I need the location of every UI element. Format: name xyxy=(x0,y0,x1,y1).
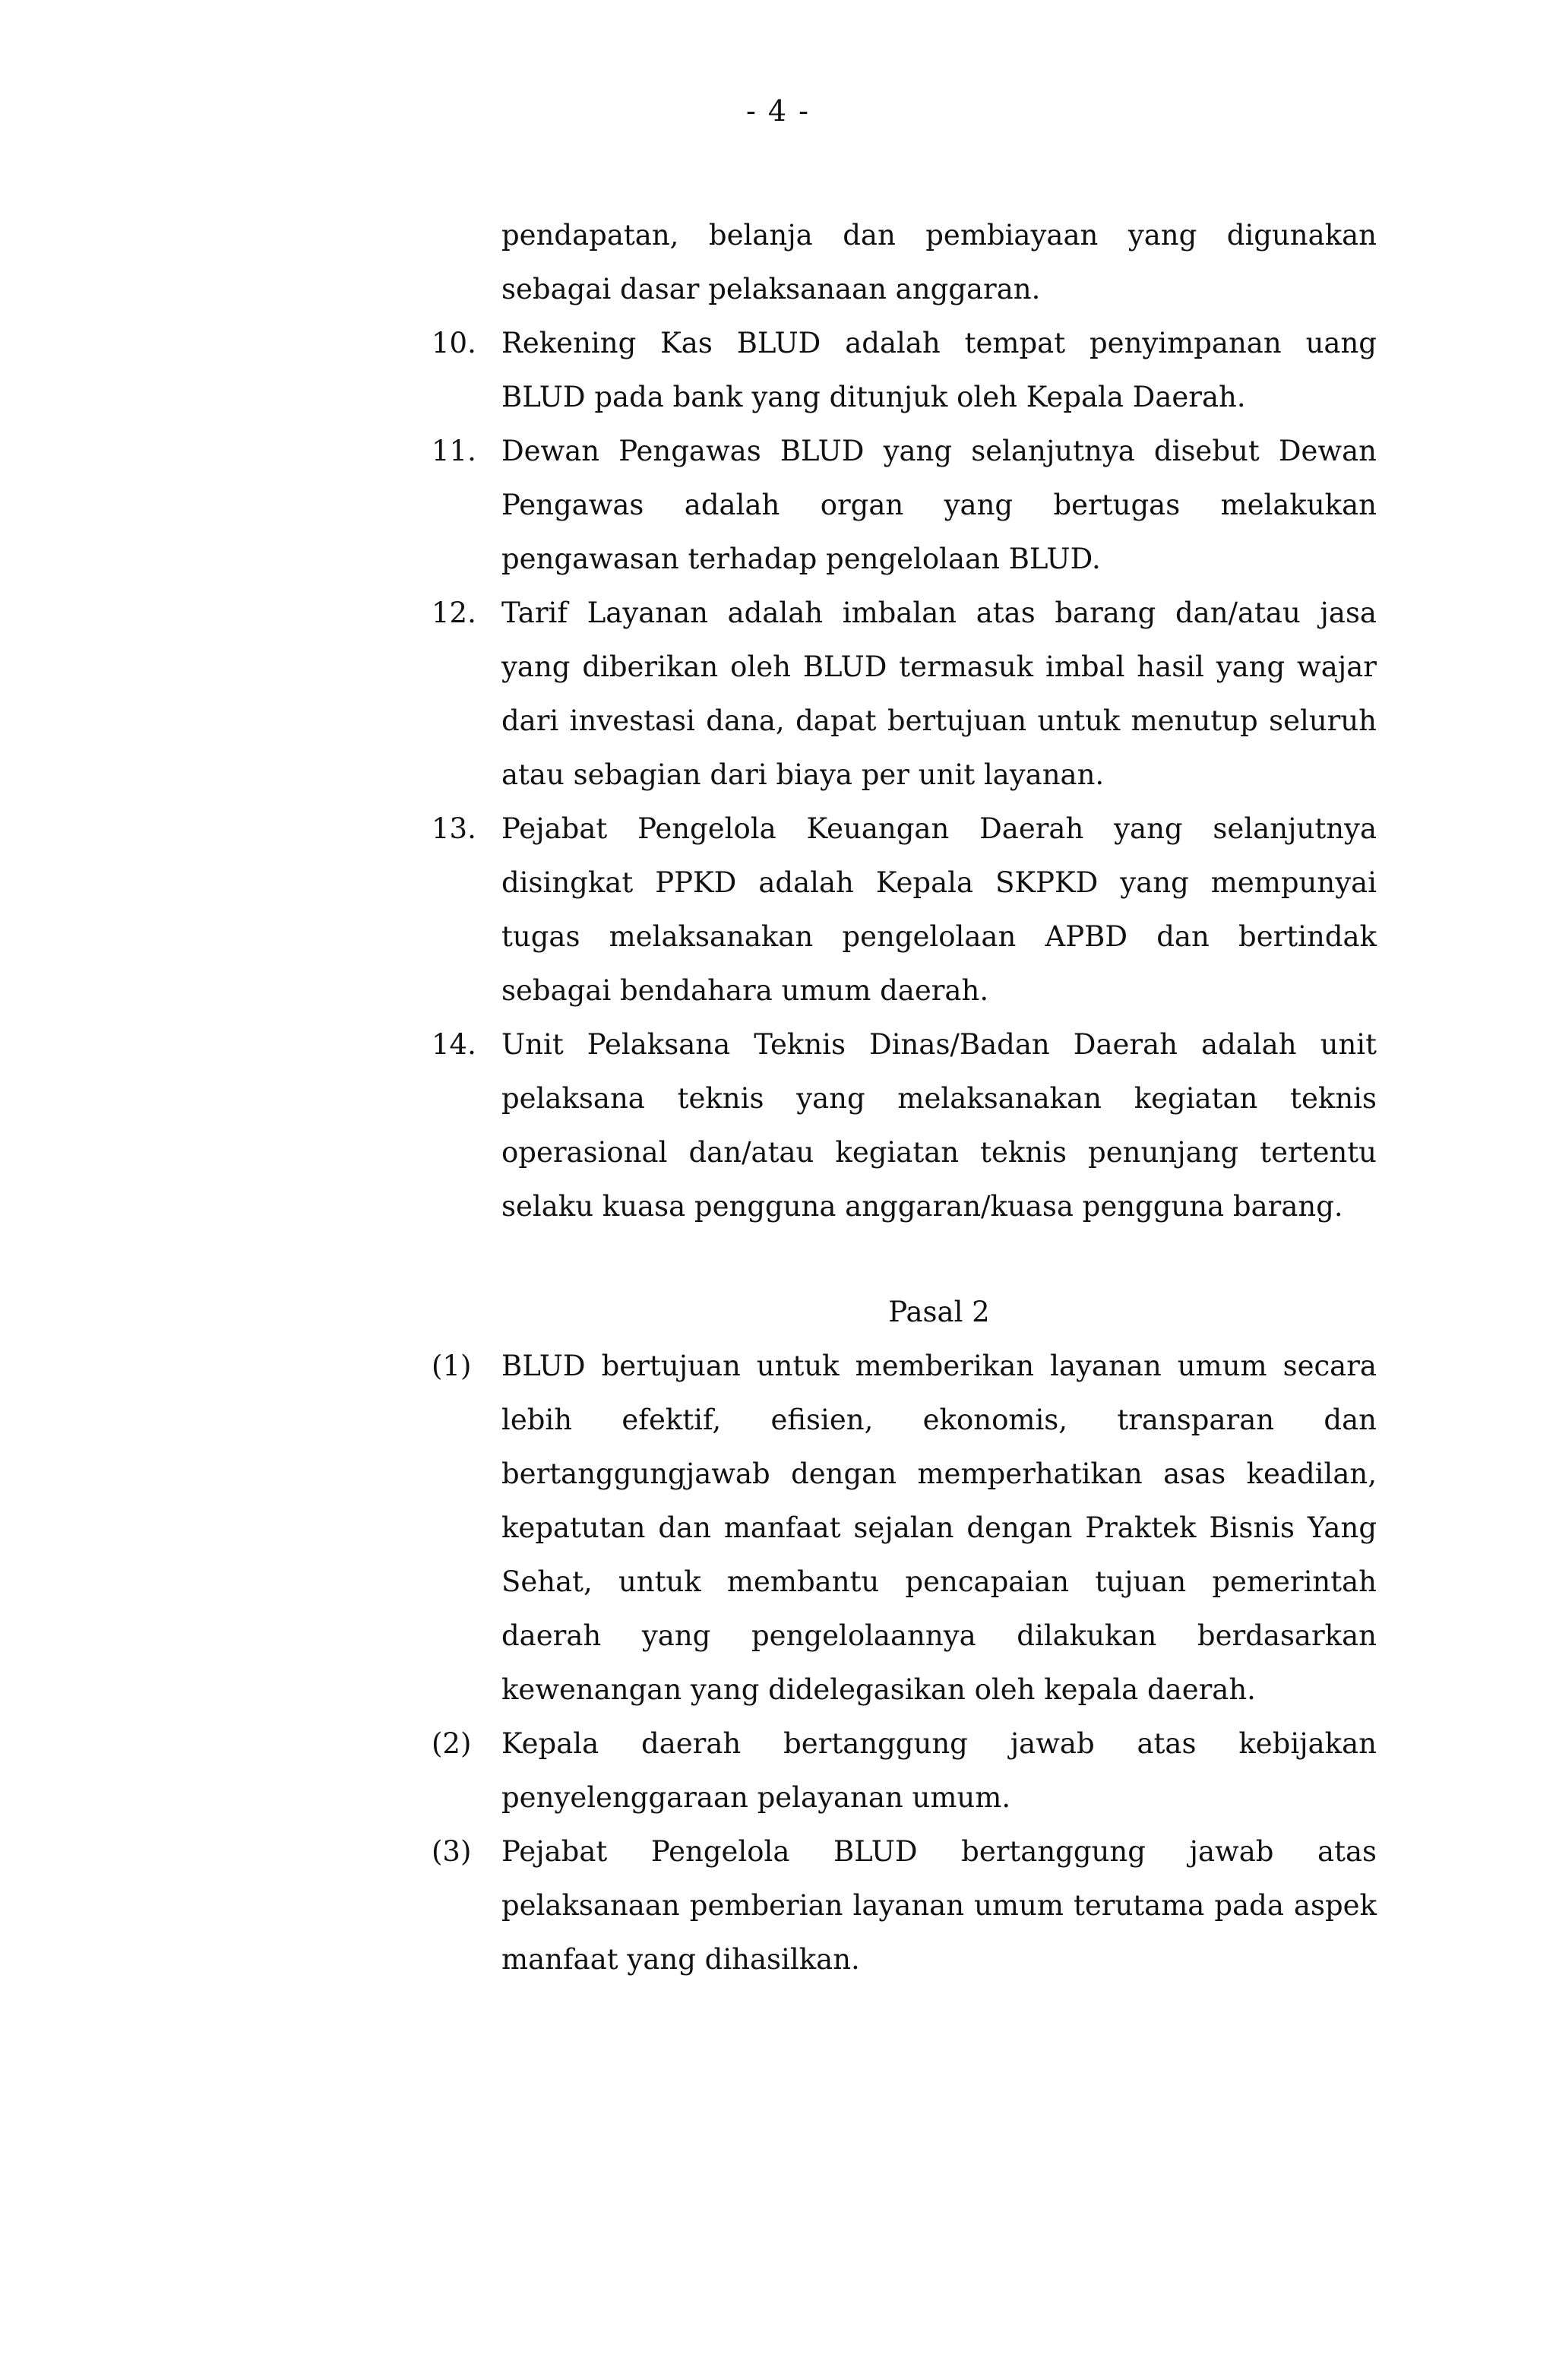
continuation-paragraph: pendapatan, belanja dan pembiayaan yang digunakan sebagai dasar pelaksanaan anggaran. xyxy=(501,219,1377,305)
definition-number: 12. xyxy=(432,597,476,629)
definitions-list xyxy=(432,316,1377,1233)
definition-number: 13. xyxy=(432,812,476,845)
definition-text: Tarif Layanan adalah imbalan atas barang dan/atau jasa yang diberikan oleh BLUD termasuk imbal hasil yang wajar dari investasi dana, dapat bertujuan untuk menutup seluruh atau sebagian dari biaya per unit layanan. xyxy=(501,597,1377,791)
clause-number: (2) xyxy=(432,1727,472,1760)
definition-number: 11. xyxy=(432,435,476,467)
definition-item-11 xyxy=(432,424,1377,586)
definition-number: 10. xyxy=(432,327,476,359)
clause-number: (1) xyxy=(432,1350,472,1382)
clause-text: Pejabat Pengelola BLUD bertanggung jawab atas pelaksanaan pemberian layanan umum terutama pada aspek manfaat yang dihasilkan. xyxy=(501,1835,1377,1976)
definition-text: Rekening Kas BLUD adalah tempat penyimpanan uang BLUD pada bank yang ditunjuk oleh Kepala Daerah. xyxy=(501,327,1377,413)
definition-text: Dewan Pengawas BLUD yang selanjutnya disebut Dewan Pengawas adalah organ yang bertugas melakukan pengawasan terhadap pengelolaan BLUD. xyxy=(501,435,1377,575)
definition-item-10 xyxy=(432,316,1377,424)
definition-text: Unit Pelaksana Teknis Dinas/Badan Daerah adalah unit pelaksana teknis yang melaksanakan kegiatan teknis operasional dan/atau kegiatan teknis penunjang tertentu selaku kuasa pengguna anggaran/kuasa pengguna barang. xyxy=(501,1028,1377,1223)
definition-item-14 xyxy=(432,1018,1377,1233)
definition-number: 14. xyxy=(432,1028,476,1061)
clause-text: BLUD bertujuan untuk memberikan layanan umum secara lebih efektif, efisien, ekonomis, transparan dan bertanggungjawab dengan memperhatikan asas keadilan, kepatutan dan manfaat sejalan dengan Praktek Bisnis Yang Sehat, untuk membantu pencapaian tujuan pemerintah daerah yang pengelolaannya dilakukan berdasarkan kewenangan yang didelegasikan oleh kepala daerah. xyxy=(501,1350,1377,1706)
clause-item-1 xyxy=(432,1339,1377,1717)
clause-number: (3) xyxy=(432,1835,472,1868)
clause-item-3 xyxy=(432,1825,1377,1986)
article-heading: Pasal 2 xyxy=(888,1296,990,1328)
definition-item-13 xyxy=(432,802,1377,1018)
clause-item-2 xyxy=(432,1717,1377,1825)
article-clauses xyxy=(432,1339,1377,1986)
definition-text: Pejabat Pengelola Keuangan Daerah yang selanjutnya disingkat PPKD adalah Kepala SKPKD yang mempunyai tugas melaksanakan pengelolaan APBD dan bertindak sebagai bendahara umum daerah. xyxy=(501,812,1377,1007)
definition-item-12 xyxy=(432,586,1377,802)
document-body xyxy=(432,208,1377,1986)
page-number: - 4 - xyxy=(745,94,810,128)
clause-text: Kepala daerah bertanggung jawab atas kebijakan penyelenggaraan pelayanan umum. xyxy=(501,1727,1377,1814)
